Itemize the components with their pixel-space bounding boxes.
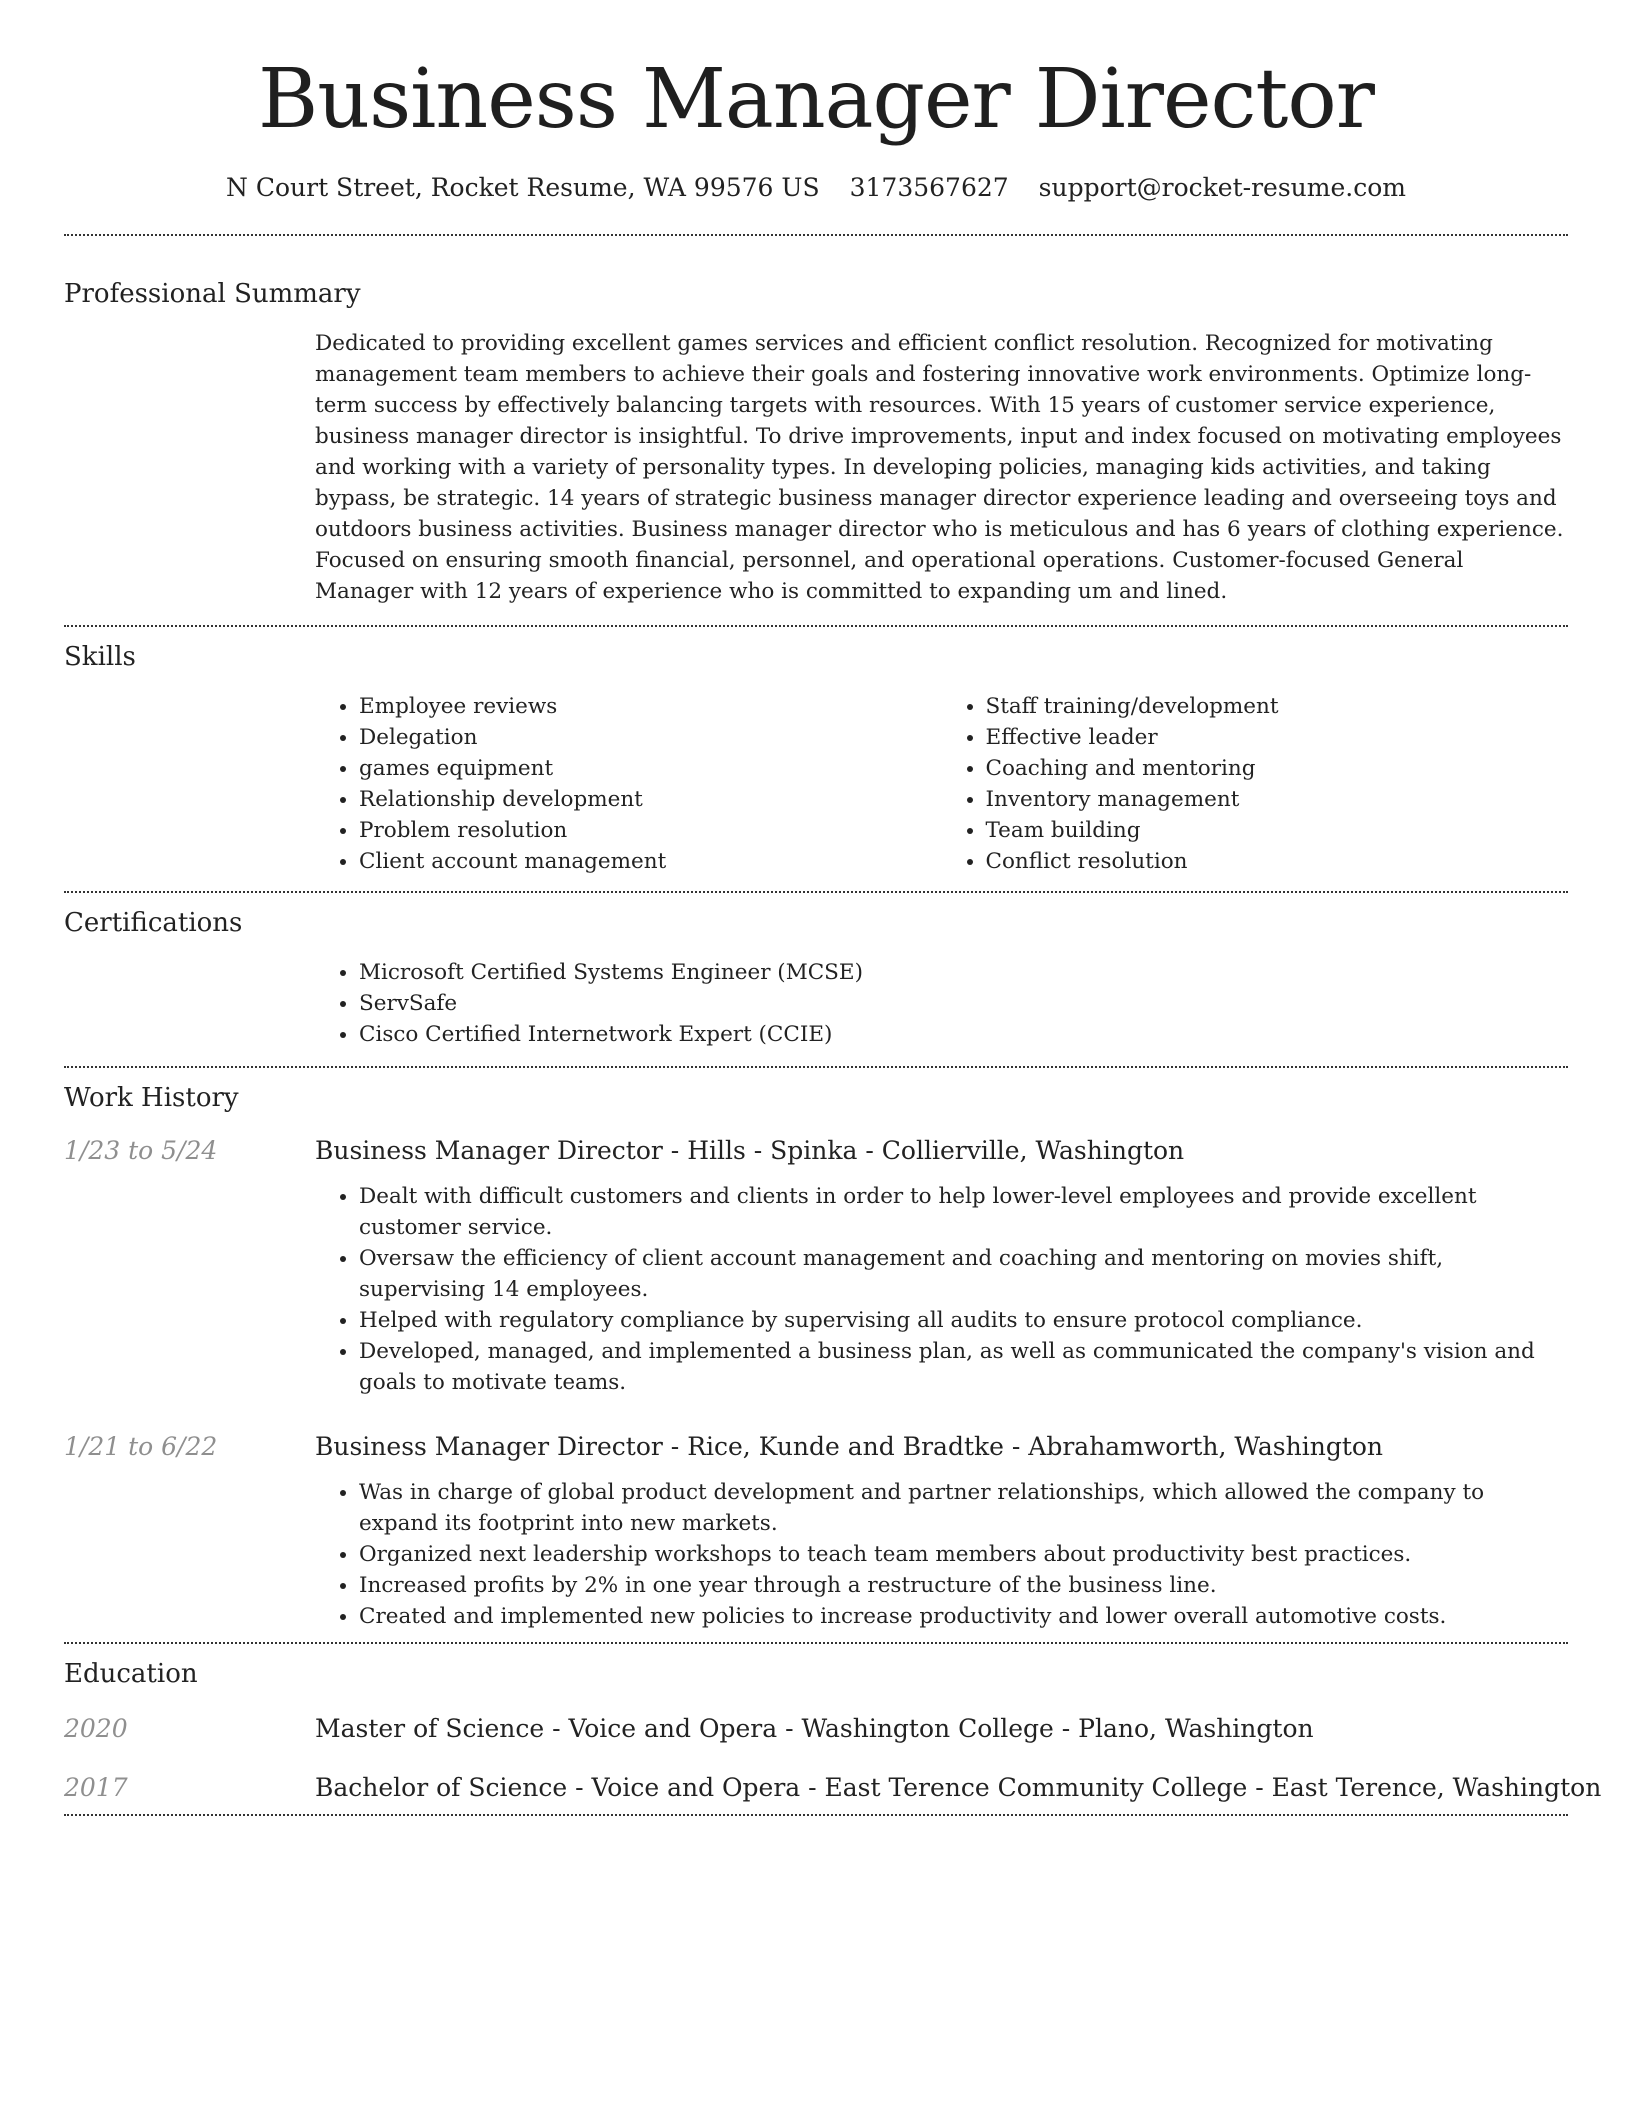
skill-item: • Team building: [986, 815, 1569, 846]
job-bullet: • Developed, managed, and implemented a business plan, as well as communicated the company's vision and goals to motivate teams.: [359, 1336, 1568, 1398]
section-title: Work History: [64, 1083, 239, 1113]
skills-list-right: [942, 691, 1569, 877]
skill-item: • Client account management: [359, 846, 942, 877]
skills-list-left: [315, 691, 942, 877]
job-bullet: • Oversaw the efficiency of client account management and coaching and mentoring on movies shift, supervising 14 employees.: [359, 1243, 1568, 1305]
certification-item: • Cisco Certified Internetwork Expert (CCIE): [359, 1019, 1568, 1050]
job-bullet: • Dealt with difficult customers and clients in order to help lower-level employees and provide excellent customer service.: [359, 1181, 1568, 1243]
skill-item: • Staff training/development: [986, 691, 1569, 722]
divider: [64, 1066, 1568, 1068]
skill-item: • Employee reviews: [359, 691, 942, 722]
job-entry: [64, 1136, 1568, 1398]
certification-item: • Microsoft Certified Systems Engineer (MCSE): [359, 957, 1568, 988]
work-history-section: [64, 1080, 1568, 1632]
certifications-list: [315, 957, 1568, 1050]
job-title-line: [315, 1432, 1383, 1461]
education-entry: [64, 1773, 1602, 1802]
job-bullet: • Increased profits by 2% in one year through a restructure of the business line.: [359, 1570, 1568, 1601]
education-year: 2020: [64, 1714, 128, 1743]
certifications-list-wrap: [315, 957, 1568, 1050]
jobs-list: [64, 1136, 1568, 1632]
education-degree: Master of Science - Voice and Opera - Washington College - Plano, Washington: [315, 1714, 1314, 1743]
skills-section: [64, 639, 1568, 877]
separator: -: [857, 1136, 882, 1165]
divider: [64, 625, 1568, 627]
section-title: Skills: [64, 642, 136, 672]
education-year: 2017: [64, 1773, 128, 1802]
separator: -: [1003, 1432, 1029, 1461]
job-dates: 1/21 to 6/22: [64, 1432, 218, 1461]
job-bullet: • Organized next leadership workshops to teach team members about productivity best practices.: [359, 1539, 1568, 1570]
section-title: Education: [64, 1659, 198, 1689]
section-title: Certifications: [64, 908, 243, 938]
skill-item: • Effective leader: [986, 722, 1569, 753]
divider: [64, 1814, 1568, 1816]
job-company: Hills - Spinka: [687, 1136, 858, 1165]
summary-section: [64, 276, 1568, 607]
job-bullet: • Was in charge of global product development and partner relationships, which allowed the company to expand its footprint into new markets.: [359, 1477, 1568, 1539]
divider: [64, 1642, 1568, 1644]
education-list: [64, 1714, 1602, 1802]
job-bullet: • Created and implemented new policies to increase productivity and lower overall automotive costs.: [359, 1601, 1568, 1632]
divider: [64, 891, 1568, 893]
skill-item: • games equipment: [359, 753, 942, 784]
skill-item: • Inventory management: [986, 784, 1569, 815]
skill-item: • Relationship development: [359, 784, 942, 815]
address: N Court Street, Rocket Resume, WA 99576 US: [226, 173, 820, 202]
job-role: Business Manager Director: [315, 1136, 663, 1165]
skill-item: • Conflict resolution: [986, 846, 1569, 877]
separator: -: [662, 1136, 688, 1165]
job-role: Business Manager Director: [315, 1432, 663, 1461]
job-bullets-wrap: [315, 1181, 1568, 1398]
separator: -: [662, 1432, 688, 1461]
job-title-line: [315, 1136, 1184, 1165]
job-bullets-wrap: [315, 1477, 1568, 1632]
skill-item: • Delegation: [359, 722, 942, 753]
divider: [64, 234, 1568, 236]
education-entry: [64, 1714, 1568, 1743]
phone: 3173567627: [849, 173, 1009, 202]
job-entry: [64, 1432, 1568, 1632]
job-header: [64, 1136, 1568, 1165]
job-bullets: [315, 1477, 1568, 1632]
job-dates: 1/23 to 5/24: [64, 1136, 218, 1165]
certifications-section: [64, 905, 1568, 1050]
education-section: [64, 1656, 1602, 1802]
job-bullet: • Helped with regulatory compliance by supervising all audits to ensure protocol compliance.: [359, 1305, 1568, 1336]
job-location: Abrahamworth, Washington: [1028, 1432, 1384, 1461]
section-title: Professional Summary: [64, 279, 361, 309]
job-bullets: [315, 1181, 1568, 1398]
skill-item: • Problem resolution: [359, 815, 942, 846]
contact-line: [64, 170, 1568, 206]
summary-text: Dedicated to providing excellent games services and efficient conflict resolution. Recognized for motivating management team members to achieve their goals and fostering innovative work environments. Optimize long-term success by effectively balancing targets with resources. With 15 years of customer service experience, business manager director is insightful. To drive improvements, input and index focused on motivating employees and working with a variety of personality types. In developing policies, managing kids activities, and taking bypass, be strategic. 14 years of strategic business manager director experience leading and overseeing toys and outdoors business activities. Business manager director who is meticulous and has 6 years of clothing experience. Focused on ensuring smooth financial, personnel, and operational operations. Customer-focused General Manager with 12 years of experience who is committed to expanding um and lined.: [315, 331, 1564, 604]
education-degree: Bachelor of Science - Voice and Opera - East Terence Community College - East Terence, Washington: [315, 1773, 1602, 1802]
email: support@rocket-resume.com: [1038, 173, 1406, 202]
skill-item: • Coaching and mentoring: [986, 753, 1569, 784]
skills-grid: [315, 691, 1568, 877]
candidate-name: Business Manager Director: [258, 52, 1374, 147]
certification-item: • ServSafe: [359, 988, 1568, 1019]
resume-page: [64, 0, 1602, 1816]
job-company: Rice, Kunde and Bradtke: [687, 1432, 1004, 1461]
job-location: Collierville, Washington: [881, 1136, 1185, 1165]
job-header: [64, 1432, 1568, 1461]
